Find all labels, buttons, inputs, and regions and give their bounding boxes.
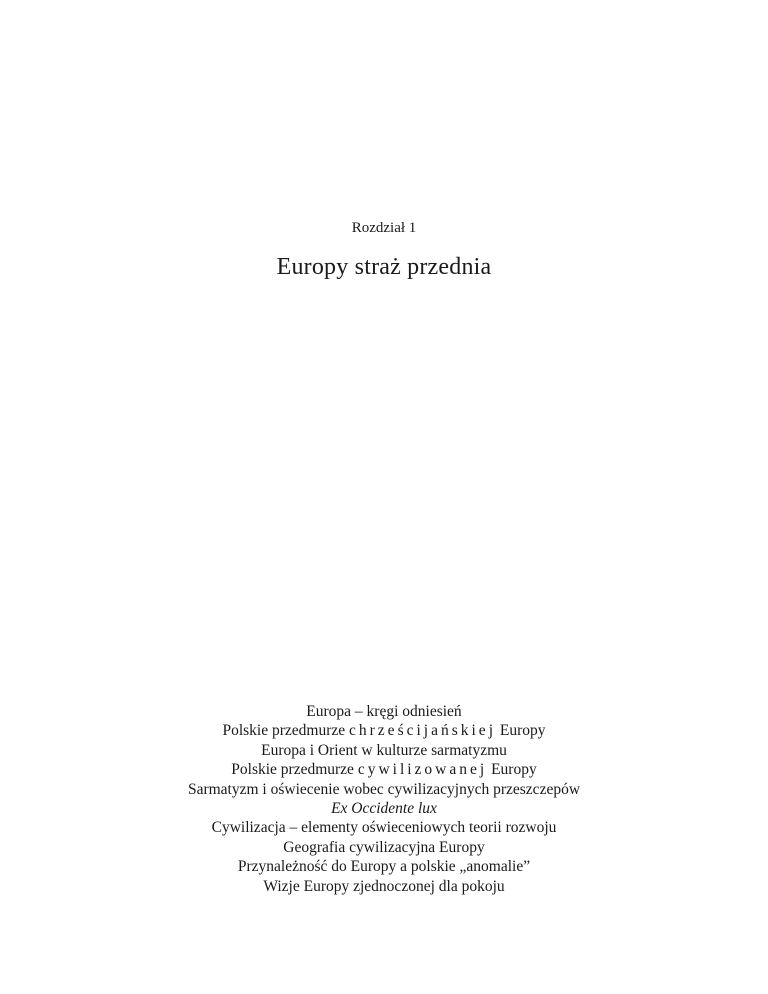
contents-item (0, 857, 768, 876)
contents-item-text: Geografia cywilizacyjna Europy (283, 838, 485, 856)
contents-item-text-italic: Ex Occidente lux (331, 800, 437, 818)
contents-item (0, 721, 768, 740)
contents-item (0, 702, 768, 721)
contents-item-text: Przynależność do Europy a polskie „anomalie” (237, 858, 531, 876)
contents-item-text-post: Europy (487, 761, 537, 779)
contents-item (0, 877, 768, 896)
chapter-number: Rozdział 1 (351, 220, 417, 236)
contents-item-text-pre: Polskie przedmurze (231, 761, 358, 779)
contents-item-text: Wizje Europy zjednoczonej dla pokoju (263, 877, 505, 895)
chapter-title: Europy straż przednia (276, 254, 492, 280)
contents-item (0, 838, 768, 857)
contents-item-text: Europa – kręgi odniesień (306, 703, 462, 720)
contents-item-text: Sarmatyzm i oświecenie wobec cywilizacyjnych przeszczepów (187, 780, 581, 798)
contents-item (0, 760, 768, 779)
contents-item (0, 741, 768, 760)
contents-item-text-pre: Polskie przedmurze (222, 722, 350, 740)
contents-item (0, 780, 768, 799)
contents-item-text: Europa i Orient w kulturze sarmatyzmu (261, 741, 507, 759)
chapter-contents-list (0, 702, 768, 896)
contents-item (0, 799, 768, 818)
contents-item-text-spaced: chrześcijańskiej (349, 722, 496, 740)
contents-item-text: Cywilizacja – elementy oświeceniowych teorii rozwoju (211, 819, 557, 837)
contents-item-text-spaced: cywilizowanej (357, 761, 488, 779)
contents-item-text-post: Europy (496, 722, 546, 740)
contents-item (0, 818, 768, 837)
